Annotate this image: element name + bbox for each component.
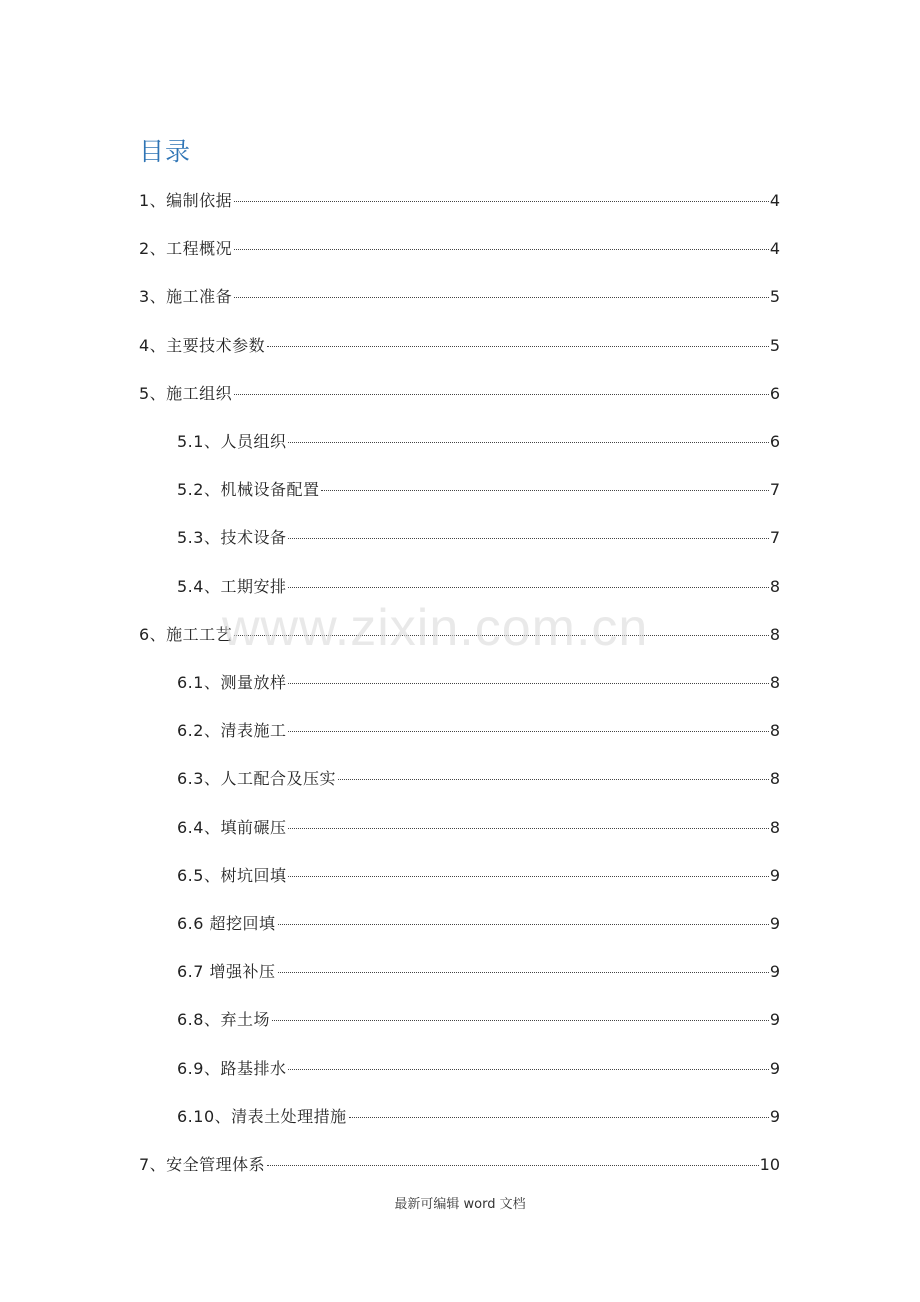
toc-entry-text: 5、施工组织 — [139, 383, 233, 403]
toc-dot-leader — [288, 1069, 768, 1070]
toc-dot-leader — [234, 394, 769, 395]
toc-entry-text: 5.1、人员组织 — [177, 432, 287, 451]
toc-page-number: 9 — [769, 962, 780, 982]
toc-entry[interactable] — [139, 188, 780, 214]
toc-entry-text: 3、施工准备 — [139, 287, 233, 307]
toc-entry[interactable] — [139, 622, 780, 648]
toc-dot-leader — [288, 538, 768, 539]
toc-page-number: 9 — [769, 914, 780, 933]
page-footer: 最新可编辑 word 文档 — [394, 1197, 526, 1212]
toc-entry-text: 6.7 增强补压 — [177, 962, 276, 982]
toc-entry[interactable] — [177, 766, 780, 792]
toc-page-number: 8 — [769, 576, 780, 596]
toc-page-number: 8 — [769, 721, 780, 741]
toc-entry[interactable] — [177, 670, 780, 696]
toc-dot-leader — [234, 297, 769, 298]
toc-entry[interactable] — [177, 718, 780, 744]
toc-dot-leader — [288, 683, 768, 684]
toc-page-number: 8 — [769, 624, 780, 644]
toc-entry[interactable] — [139, 236, 780, 262]
toc-entry[interactable] — [139, 333, 780, 359]
toc-entry-text: 6.5、树坑回填 — [177, 865, 287, 885]
toc-dot-leader — [321, 490, 768, 491]
toc-entry[interactable] — [177, 429, 780, 455]
toc-page-number: 9 — [769, 865, 780, 885]
toc-entry-text: 6、施工工艺 — [139, 624, 233, 644]
watermark: www.zixin.com.cn — [222, 599, 649, 657]
toc-dot-leader — [288, 876, 768, 877]
toc-page-number: 8 — [769, 673, 780, 692]
toc-page-number: 9 — [769, 1010, 780, 1030]
toc-entry-text: 6.2、清表施工 — [177, 721, 287, 741]
toc-dot-leader — [267, 1165, 758, 1166]
toc-page-number: 6 — [769, 383, 780, 403]
toc-entry[interactable] — [177, 1104, 780, 1130]
toc-entry-text: 6.1、测量放样 — [177, 673, 287, 692]
toc-entry[interactable] — [177, 1007, 780, 1033]
toc-entry[interactable] — [177, 815, 780, 841]
toc-entry[interactable] — [177, 1056, 780, 1082]
toc-entry-text: 6.10、清表土处理措施 — [177, 1106, 347, 1126]
toc-dot-leader — [272, 1020, 769, 1021]
toc-title: 目录 — [139, 137, 192, 166]
toc-dot-leader — [267, 346, 769, 347]
toc-page-number: 6 — [769, 432, 780, 451]
toc-entry-text: 7、安全管理体系 — [139, 1155, 266, 1174]
toc-entry-text: 4、主要技术参数 — [139, 335, 266, 355]
toc-page-number: 8 — [769, 817, 780, 837]
toc-entry-text: 6.8、弃土场 — [177, 1010, 270, 1030]
toc-dot-leader — [278, 924, 769, 925]
toc-entry[interactable] — [177, 863, 780, 889]
toc-entry-text: 6.4、填前碾压 — [177, 817, 287, 837]
toc-page-number: 9 — [769, 1106, 780, 1126]
toc-entry[interactable] — [139, 381, 780, 407]
toc-dot-leader — [288, 442, 768, 443]
toc-entry-text: 6.3、人工配合及压实 — [177, 769, 336, 789]
toc-dot-leader — [234, 249, 769, 250]
toc-page-number: 5 — [769, 335, 780, 355]
toc-entry[interactable] — [177, 477, 780, 503]
toc-entry[interactable] — [139, 284, 780, 310]
toc-page-number: 7 — [769, 480, 780, 500]
toc-entry-text: 6.6 超挖回填 — [177, 914, 276, 933]
toc-entry-text: 5.3、技术设备 — [177, 528, 287, 548]
toc-entry-text: 2、工程概况 — [139, 239, 233, 259]
toc-page-number: 9 — [769, 1058, 780, 1078]
toc-dot-leader — [288, 731, 768, 732]
toc-entry[interactable] — [177, 574, 780, 600]
toc-page-number: 4 — [769, 239, 780, 259]
toc-entry-text: 6.9、路基排水 — [177, 1058, 287, 1078]
toc-page-number: 5 — [769, 287, 780, 307]
toc-page-number: 7 — [769, 528, 780, 548]
toc-dot-leader — [338, 779, 769, 780]
toc-dot-leader — [288, 587, 768, 588]
toc-entry[interactable] — [177, 525, 780, 551]
toc-dot-leader — [349, 1117, 769, 1118]
toc-entry-text: 5.4、工期安排 — [177, 576, 287, 596]
toc-page-number: 10 — [759, 1155, 780, 1174]
toc-dot-leader — [288, 828, 768, 829]
toc-page-number: 4 — [769, 191, 780, 210]
toc-page-number: 8 — [769, 769, 780, 789]
toc-dot-leader — [234, 201, 769, 202]
toc-entry[interactable] — [177, 911, 780, 937]
toc-dot-leader — [278, 972, 769, 973]
toc-dot-leader — [234, 635, 769, 636]
toc-entry-text: 1、编制依据 — [139, 191, 233, 210]
toc-entry[interactable] — [139, 1152, 780, 1178]
toc-entry-text: 5.2、机械设备配置 — [177, 480, 320, 500]
toc-entry[interactable] — [177, 959, 780, 985]
